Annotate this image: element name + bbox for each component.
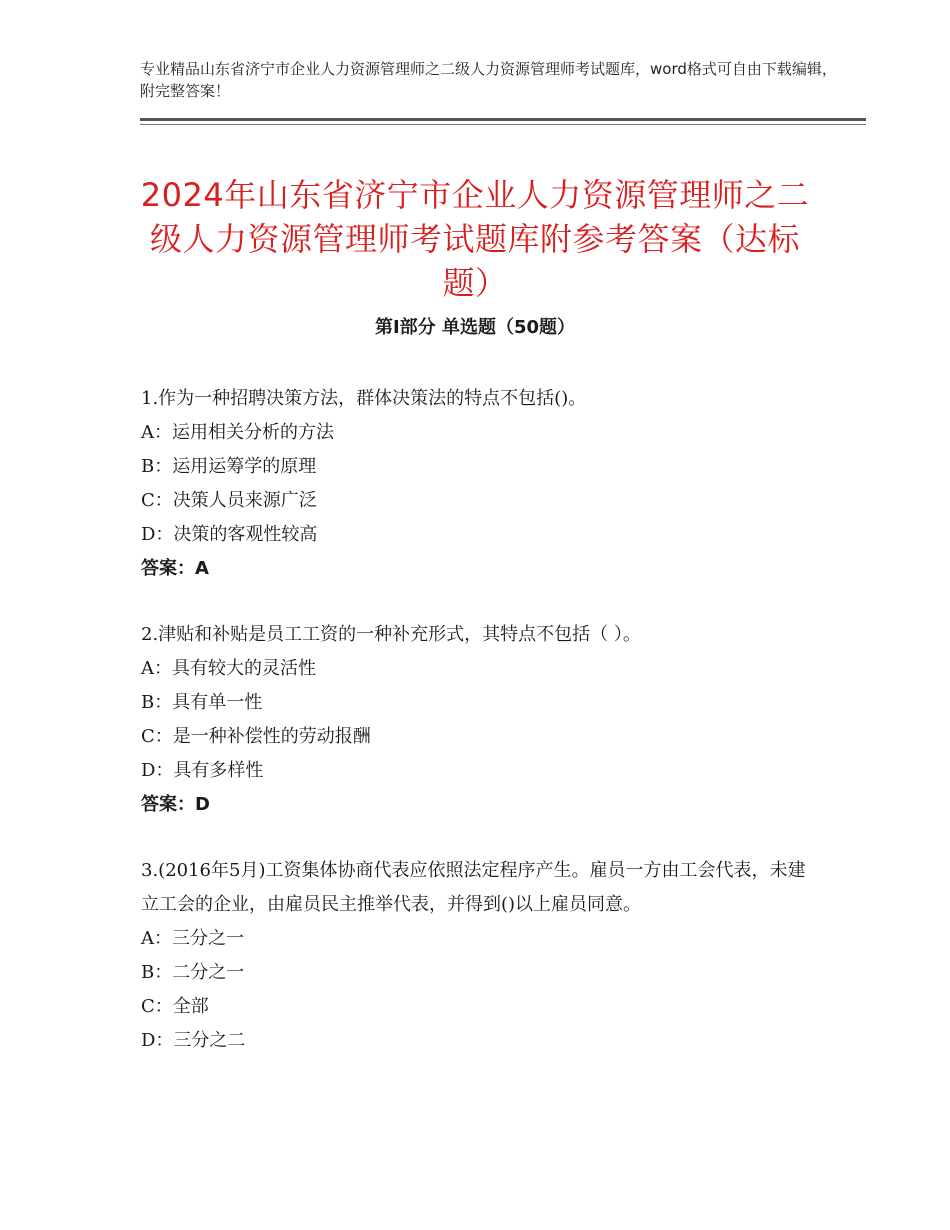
option-a: A：运用相关分析的方法 — [141, 422, 334, 443]
answer: 答案：D — [141, 794, 210, 815]
question-2 — [141, 618, 821, 822]
header-rule-thick — [140, 118, 866, 121]
option-c: C：全部 — [141, 996, 209, 1017]
option-a: A：三分之一 — [141, 928, 244, 949]
document-title: 2024年山东省济宁市企业人力资源管理师之二级人力资源管理师考试题库附参考答案（达标题） — [140, 176, 810, 303]
option-c: C：决策人员来源广泛 — [141, 490, 317, 511]
option-b: B：具有单一性 — [141, 692, 263, 713]
header-note: 专业精品山东省济宁市企业人力资源管理师之二级人力资源管理师考试题库，word格式可自由下载编辑，附完整答案！ — [140, 60, 837, 100]
answer: 答案：A — [141, 558, 209, 579]
question-stem: 2.津贴和补贴是员工工资的一种补充形式，其特点不包括（ ）。 — [141, 624, 641, 645]
question-stem: 3.(2016年5月)工资集体协商代表应依照法定程序产生。雇员一方由工会代表，未建立工会的企业，由雇员民主推举代表，并得到()以上雇员同意。 — [141, 860, 806, 915]
option-b: B：运用运筹学的原理 — [141, 456, 317, 477]
question-3 — [141, 854, 821, 1058]
question-list — [141, 382, 821, 1090]
option-d: D：具有多样性 — [141, 760, 264, 781]
option-d: D：决策的客观性较高 — [141, 524, 318, 545]
question-1 — [141, 382, 821, 586]
section-title: 第Ⅰ部分 单选题（50题） — [374, 317, 575, 338]
option-a: A：具有较大的灵活性 — [141, 658, 316, 679]
question-stem: 1.作为一种招聘决策方法，群体决策法的特点不包括()。 — [141, 388, 587, 409]
option-c: C：是一种补偿性的劳动报酬 — [141, 726, 371, 747]
option-d: D：三分之二 — [141, 1030, 246, 1051]
header-rule-thin — [140, 124, 866, 125]
option-b: B：二分之一 — [141, 962, 245, 983]
